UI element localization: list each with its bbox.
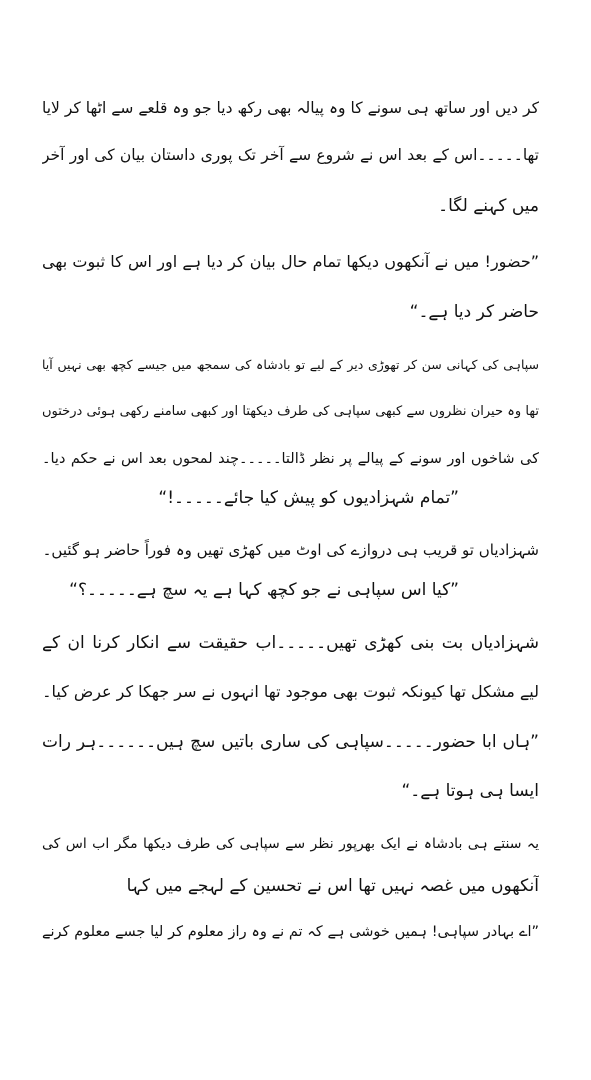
text-line: کر دیں اور ساتھ ہی سونے کا وہ پیالہ بھی رکھ دیا جو وہ قلعے سے اٹھا کر لایا xyxy=(42,99,539,117)
text-line: ”اے بہادر سپاہی! ہمیں خوشی ہے کہ تم نے وہ راز معلوم کر لیا جسے معلوم کرنے xyxy=(42,924,539,940)
text-line: ”ہاں ابا حضور۔۔۔۔۔سپاہی کی ساری باتیں سچ ہیں۔۔۔۔۔۔ہر رات xyxy=(42,732,539,752)
text-line: ”حضور! میں نے آنکھوں دیکھا تمام حال بیان کر دیا ہے اور اس کا ثبوت بھی xyxy=(42,252,539,271)
text-line: کی شاخوں اور سونے کے پیالے پر نظر ڈالتا۔۔۔۔۔چند لمحوں بعد اس نے حکم دیا۔ xyxy=(42,451,539,467)
text-line: تھا وہ حیران نظروں سے کبھی سپاہی کی طرف دیکھتا اور کبھی سامنے رکھی ہوئی درختوں xyxy=(42,404,539,419)
text-line: سپاہی کی کہانی سن کر تھوڑی دیر کے لیے تو بادشاہ کی سمجھ میں جیسے کچھ بھی نہیں آیا xyxy=(42,357,539,372)
text-line: ”تمام شہزادیوں کو پیش کیا جائے۔۔۔۔۔!“ xyxy=(158,488,459,508)
text-line: یہ سنتے ہی بادشاہ نے ایک بھرپور نظر سے سپاہی کی طرف دیکھا مگر اب اس کی xyxy=(42,836,539,852)
text-line: آنکھوں میں غصہ نہیں تھا اس نے تحسین کے لہجے میں کہا xyxy=(126,876,539,896)
text-line: شہزادیاں بت بنی کھڑی تھیں۔۔۔۔۔اب حقیقت سے انکار کرنا ان کے xyxy=(42,633,539,653)
text-line: شہزادیاں تو قریب ہی دروازے کی اوٹ میں کھڑی تھیں وہ فوراً حاضر ہو گئیں۔ xyxy=(42,541,539,559)
text-line: تھا۔۔۔۔۔اس کے بعد اس نے شروع سے آخر تک پوری داستان بیان کی اور آخر xyxy=(42,146,539,164)
text-line: حاضر کر دیا ہے۔“ xyxy=(409,302,539,322)
text-line: میں کہنے لگا۔ xyxy=(438,196,539,216)
text-line: ”کیا اس سپاہی نے جو کچھ کہا ہے یہ سچ ہے۔۔۔۔۔؟“ xyxy=(69,580,459,600)
text-line: لیے مشکل تھا کیونکہ ثبوت بھی موجود تھا انہوں نے سر جھکا کر عرض کیا۔ xyxy=(42,682,539,701)
text-line: ایسا ہی ہوتا ہے۔“ xyxy=(401,781,539,801)
